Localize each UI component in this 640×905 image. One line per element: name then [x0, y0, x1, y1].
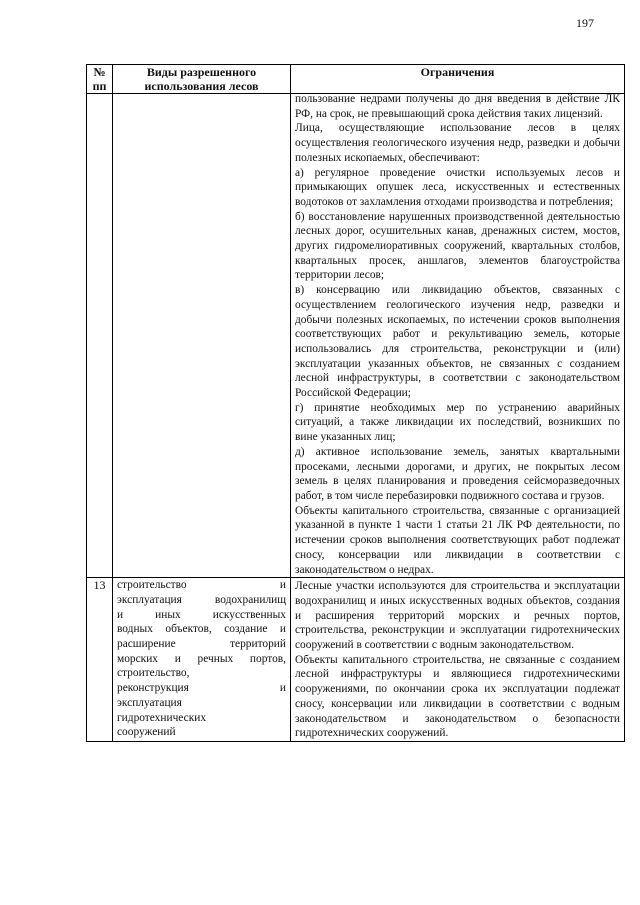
- header-usage-type-line2: использования лесов: [144, 79, 259, 93]
- table-row: [87, 578, 625, 742]
- restriction-paragraph: Лица, осуществляющие использование лесов в целях осуществления геологического изучения недр, разведки и добычи полезных ископаемых, обеспечивают:: [295, 122, 620, 164]
- restriction-paragraph: г) принятие необходимых мер по устранению аварийных ситуаций, а также ликвидации их последствий, возникших по вине указанных лиц;: [295, 401, 620, 444]
- usage-type-line: гидротехнических: [117, 711, 207, 724]
- restriction-paragraph: Объекты капитального строительства, не связанные с созданием лесной инфраструктуры и являющиеся гидротехническими сооружениями, по окончании срока их эксплуатации подлежат сносу, консервации или ликвидации в соответствии с водным законодательством и законодательством о безопасности гидротехнических сооружений.: [295, 653, 620, 740]
- usage-type-line: и иных искусственных: [117, 608, 286, 621]
- restrictions-table: [86, 64, 625, 742]
- restrictions-cell: [291, 578, 625, 742]
- usage-type-line: эксплуатация водохранилищ: [117, 593, 286, 606]
- table-row: [87, 94, 625, 578]
- restriction-paragraph: Объекты капитального строительства, связанные с организацией указанной в пункте 1 части 1 статьи 21 ЛК РФ деятельности, по истечении сроков выполнения соответствующих работ подлежат сносу, консервации или ликвидации в соответствии с законодательством о недрах.: [295, 504, 620, 576]
- header-number: [87, 65, 113, 94]
- restrictions-cell: [291, 94, 625, 578]
- page-number: 197: [576, 16, 594, 30]
- row-number-cell: [87, 94, 113, 578]
- header-usage-type-line1: Виды разрешенного: [146, 65, 257, 79]
- usage-type-cell: [113, 578, 291, 742]
- header-usage-type: [113, 65, 291, 94]
- usage-type-line: строительство и: [117, 579, 286, 592]
- usage-type-line: водных объектов, создание и: [117, 623, 286, 636]
- restriction-paragraph: в) консервацию или ликвидацию объектов, связанных с осуществлением геологического изучения недр, разведки и добычи полезных ископаемых, по истечении сроков выполнения соответствующих работ и рекультивацию земель, которые использовались для строительства, реконструкции и (или) эксплуатации указанных объектов, не связанных с созданием лесной инфраструктуры, в соответствии с законодательством Российской Федерации;: [295, 284, 620, 400]
- header-number-line1: №: [93, 65, 106, 79]
- restriction-paragraph: пользование недрами получены до дня введения в действие ЛК РФ, на срок, не превышающий срока действия таких лицензий.: [295, 93, 620, 120]
- usage-type-line: реконструкция и: [117, 682, 286, 695]
- restriction-paragraph: Лесные участки используются для строительства и эксплуатации водохранилищ и иных искусственных водных объектов, создания и расширения территорий морских и речных портов, строительства, реконструкции и эксплуатации гидротехнических сооружений в соответствии с водным законодательством.: [295, 580, 620, 652]
- usage-type-line: сооружений: [117, 726, 176, 739]
- usage-type-cell: [113, 94, 291, 578]
- restriction-paragraph: б) восстановление нарушенных производственной деятельностью лесных дорог, осушительных канав, дренажных систем, мостов, других гидромелиоративных сооружений, квартальных столбов, квартальных просек, аншлагов, элементов благоустройства территории лесов;: [295, 210, 620, 282]
- restriction-paragraph: д) активное использование земель, занятых квартальными просеками, лесными дорогами, и других, не покрытых лесом земель в целях планирования и проведения сейсморазведочных работ, в том числе перебазировки подвижного состава и грузов.: [295, 445, 620, 502]
- header-number-line2: пп: [92, 79, 107, 93]
- usage-type-line: морских и речных портов,: [117, 652, 286, 665]
- restriction-paragraph: а) регулярное проведение очистки используемых лесов и примыкающих опушек леса, искусственных и естественных водотоков от захламления отходами производства и потребления;: [295, 166, 620, 208]
- usage-type-line: эксплуатация: [117, 696, 182, 709]
- row-number-cell: 13: [87, 578, 113, 742]
- usage-type-line: строительство,: [117, 667, 190, 680]
- usage-type-line: расширение территорий: [117, 638, 286, 651]
- table-header-row: [87, 65, 625, 94]
- header-restrictions: Ограничения: [291, 65, 625, 94]
